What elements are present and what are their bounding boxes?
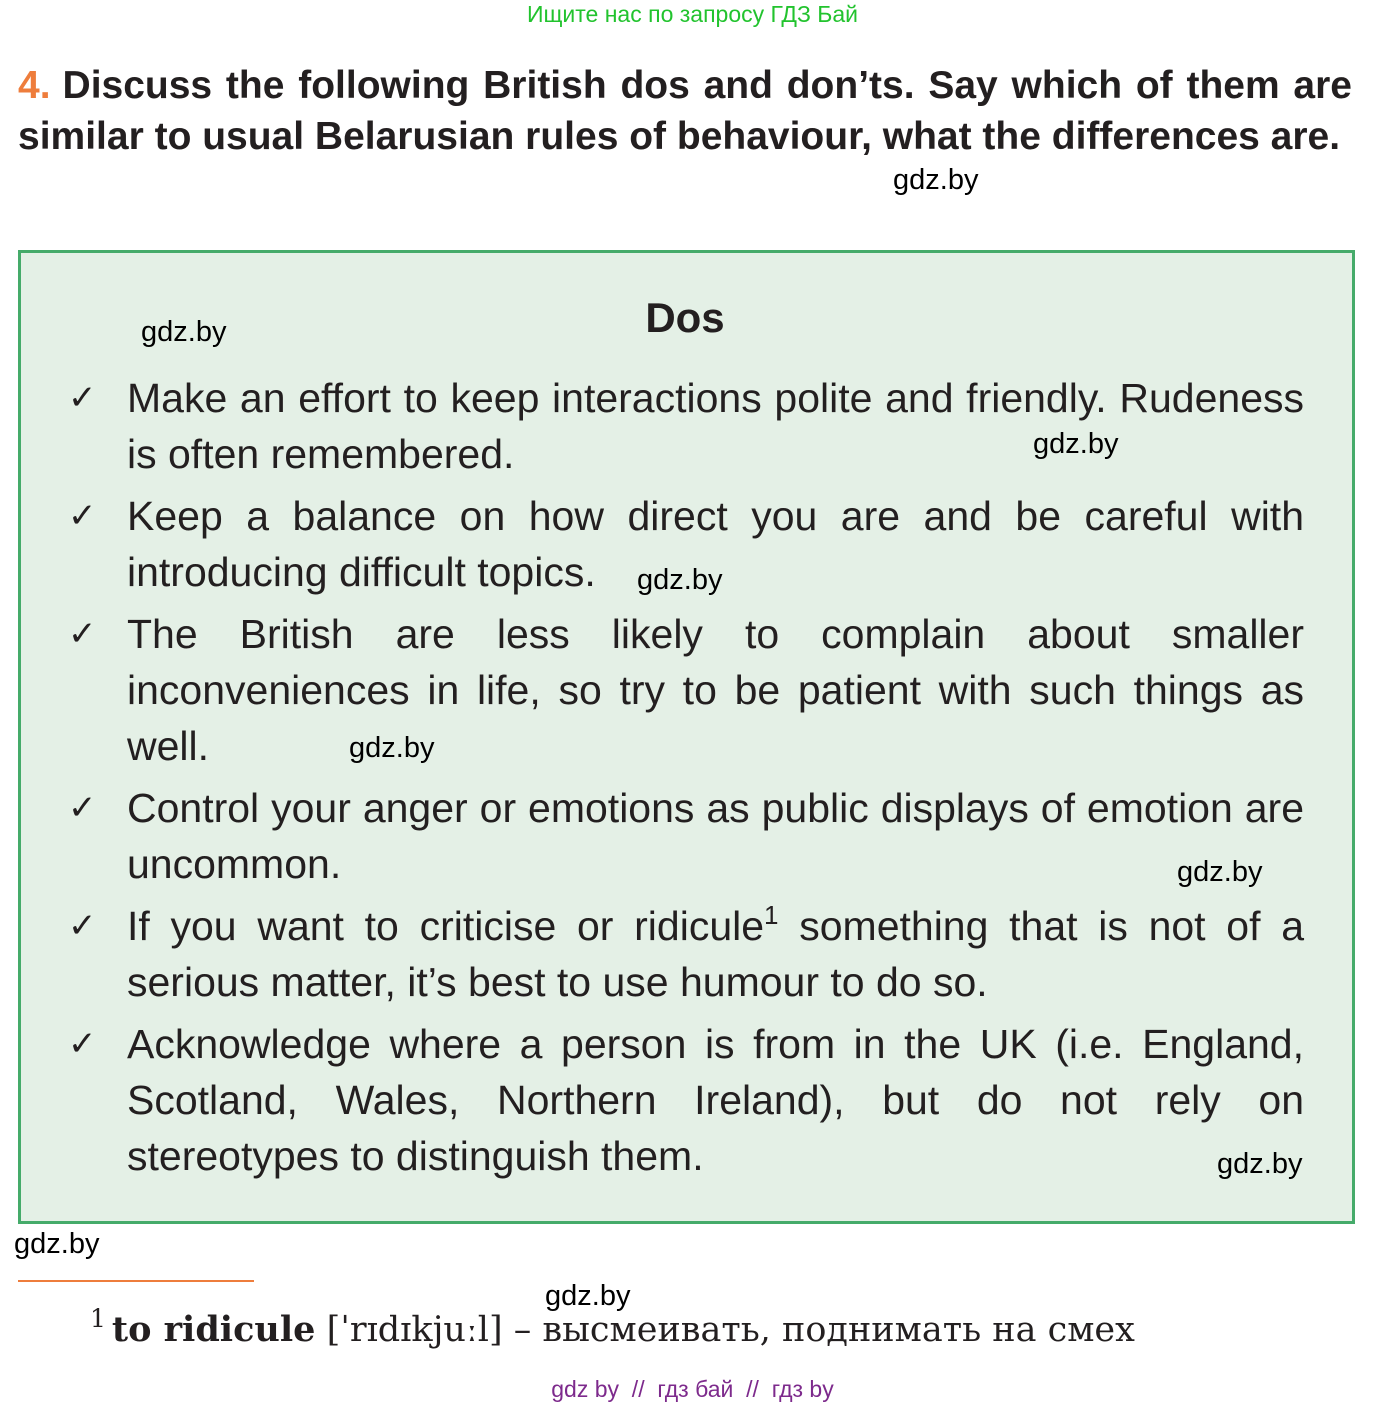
footnote — [90, 1306, 1135, 1354]
watermark: gdz.by — [1217, 1148, 1303, 1180]
watermark: gdz.by — [141, 316, 227, 348]
watermark: gdz.by — [349, 732, 435, 764]
bottom-banner: gdz by // гдз бай // гдз by — [551, 1376, 834, 1402]
dos-list — [66, 370, 1304, 1190]
list-item-text-start: If you want to criticise or ridicule — [127, 903, 765, 949]
check-mark-icon: ✓ — [68, 496, 97, 536]
task-text: Discuss the following British dos and don’ts. Say which of them are similar to usual Belarusian rules of behaviour, what the differences are. — [18, 64, 1352, 158]
footnote-word: to ridicule — [111, 1309, 316, 1350]
list-item-text: Make an effort to keep interactions polite and friendly. Rudeness is often remembered. — [127, 375, 1304, 477]
footnote-marker: 1 — [764, 900, 779, 930]
list-item — [66, 370, 1304, 482]
watermark: gdz.by — [14, 1228, 100, 1260]
list-item-text-end: something that is not of a serious matter, it’s best to use humour to do so. — [127, 903, 1305, 1005]
footnote-divider — [18, 1280, 254, 1282]
check-mark-icon: ✓ — [68, 906, 97, 946]
top-banner: Ищите нас по запросу ГДЗ Бай — [526, 1, 859, 27]
footnote-translation: – высмеивать, поднимать на смех — [502, 1310, 1135, 1350]
list-item — [66, 1016, 1304, 1184]
watermark: gdz.by — [1177, 856, 1263, 888]
check-mark-icon: ✓ — [68, 1024, 97, 1064]
watermark: gdz.by — [893, 164, 979, 196]
list-item — [66, 606, 1304, 774]
list-item-text: The British are less likely to complain about smaller inconveniences in life, so try to be patient with such things as well. — [127, 611, 1304, 769]
task-heading — [18, 60, 1352, 162]
dos-title: Dos — [645, 294, 725, 341]
watermark: gdz.by — [637, 564, 723, 596]
list-item-text: Keep a balance on how direct you are and be careful with introducing difficult topics. — [127, 493, 1304, 595]
list-item-text: Acknowledge where a person is from in the UK (i.e. England, Scotland, Wales, Northern Ireland), but do not rely on stereotypes to distinguish them. — [127, 1021, 1304, 1179]
check-mark-icon: ✓ — [68, 378, 97, 418]
check-mark-icon: ✓ — [68, 788, 97, 828]
list-item — [66, 898, 1304, 1010]
footnote-transcription: [ˈrɪdɪkjuːl] — [315, 1310, 503, 1350]
watermark: gdz.by — [1033, 428, 1119, 460]
watermark: gdz.by — [545, 1280, 631, 1312]
list-item-text: Control your anger or emotions as public displays of emotion are uncommon. — [127, 785, 1304, 887]
footnote-number: 1 — [90, 1304, 106, 1333]
task-number: 4. — [18, 64, 51, 107]
check-mark-icon: ✓ — [68, 614, 97, 654]
list-item — [66, 780, 1304, 892]
